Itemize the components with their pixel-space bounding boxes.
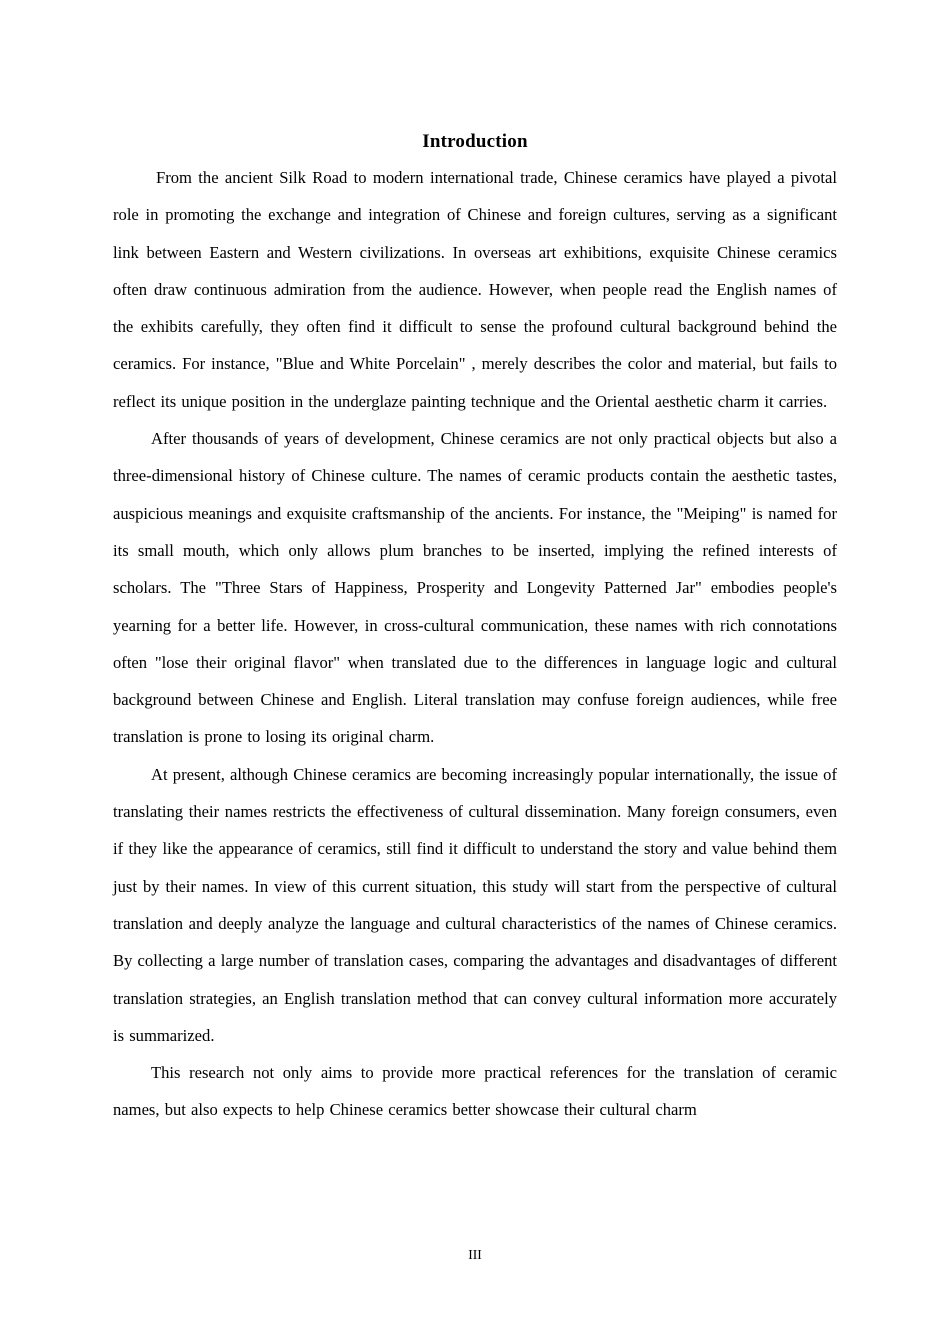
paragraph-1: From the ancient Silk Road to modern international trade, Chinese ceramics have played a pivotal role in promoting the exchange and integration of Chinese and foreign cultures, serving as a significant link between Eastern and Western civilizations. In overseas art exhibitions, exquisite Chinese ceramics often draw continuous admiration from the audience. However, when people read the English names of the exhibits carefully, they often find it difficult to sense the profound cultural background behind the ceramics. For instance, "Blue and White Porcelain" , merely describes the color and material, but fails to reflect its unique position in the underglaze painting technique and the Oriental aesthetic charm it carries.: [113, 168, 837, 411]
document-page: [113, 130, 837, 1129]
paragraph-2: After thousands of years of development, Chinese ceramics are not only practical objects but also a three-dimensional history of Chinese culture. The names of ceramic products contain the aesthetic tastes, auspicious meanings and exquisite craftsmanship of the ancients. For instance, the "Meiping" is named for its small mouth, which only allows plum branches to be inserted, implying the refined interests of scholars. The "Three Stars of Happiness, Prosperity and Longevity Patterned Jar" embodies people's yearning for a better life. However, in cross-cultural communication, these names with rich connotations often "lose their original flavor" when translated due to the differences in language logic and cultural background between Chinese and English. Literal translation may confuse foreign audiences, while free translation is prone to losing its original charm.: [113, 429, 837, 747]
page-number: III: [468, 1247, 482, 1262]
paragraph-4: This research not only aims to provide more practical references for the translation of ceramic names, but also expects to help Chinese ceramics better showcase their cultural charm: [113, 1063, 837, 1120]
section-title: Introduction: [422, 131, 528, 152]
paragraph-3: At present, although Chinese ceramics are becoming increasingly popular internationally, the issue of translating their names restricts the effectiveness of cultural dissemination. Many foreign consumers, even if they like the appearance of ceramics, still find it difficult to understand the story and value behind them just by their names. In view of this current situation, this study will start from the perspective of cultural translation and deeply analyze the language and cultural characteristics of the names of Chinese ceramics. By collecting a large number of translation cases, comparing the advantages and disadvantages of different translation strategies, an English translation method that can convey cultural information more accurately is summarized.: [113, 764, 837, 1045]
